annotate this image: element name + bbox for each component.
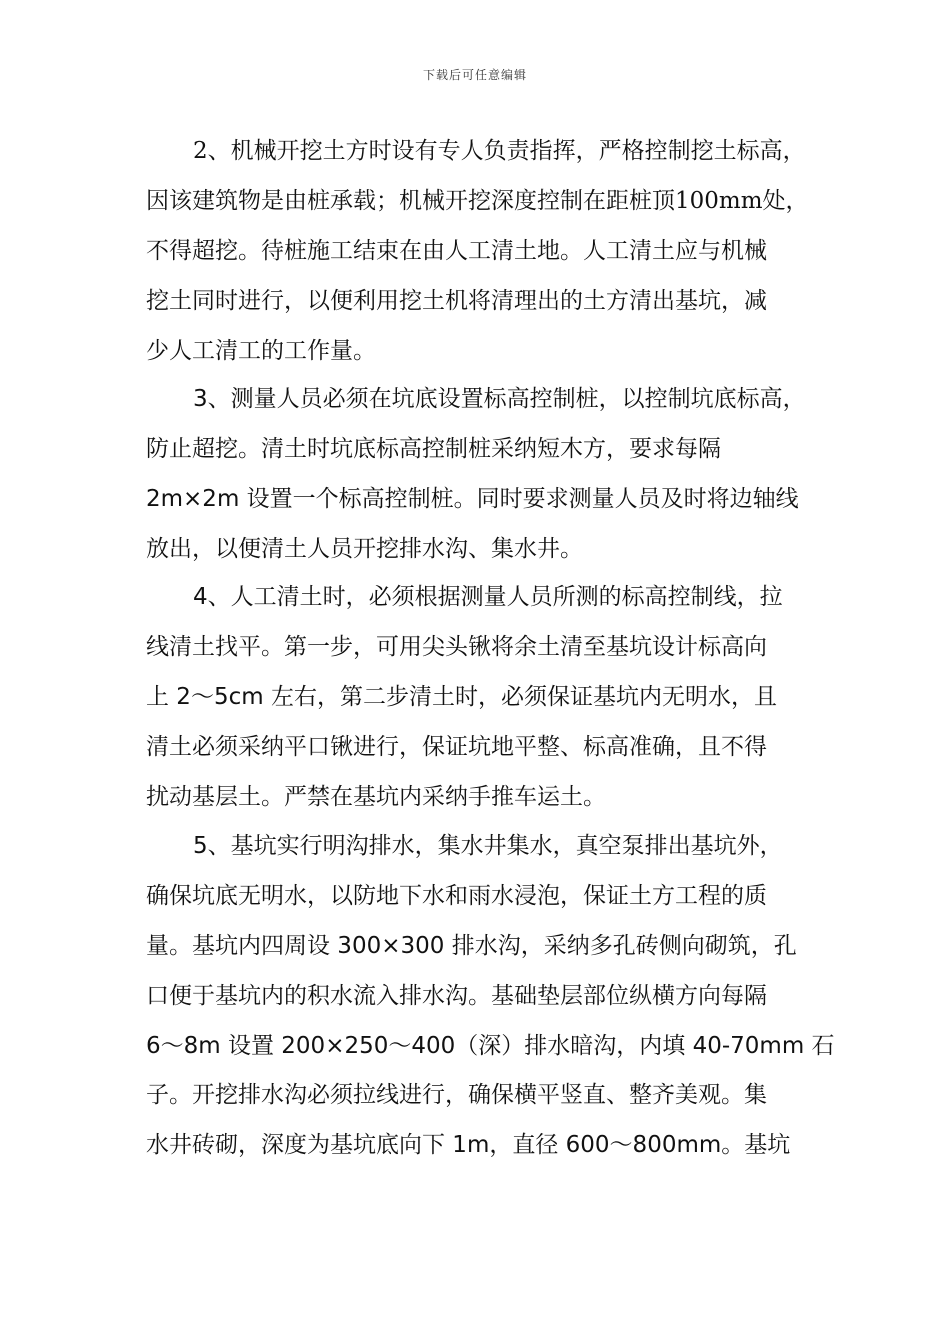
paragraph-5-line-3: 量。基坑内四周设 300×300 排水沟，采纳多孔砖侧向砌筑，孔 bbox=[146, 933, 797, 959]
paragraph-2-line-3: 不得超挖。待桩施工结束在由人工清土地。人工清土应与机械 bbox=[146, 238, 767, 264]
paragraph-3-line-3: 2m×2m 设置一个标高控制桩。同时要求测量人员及时将边轴线 bbox=[146, 486, 799, 512]
paragraph-2-line-2: 因该建筑物是由桩承载；机械开挖深度控制在距桩顶100mm处， bbox=[146, 188, 809, 214]
paragraph-3-line-4: 放出，以便清土人员开挖排水沟、集水井。 bbox=[146, 536, 583, 562]
paragraph-5-line-7: 水井砖砌，深度为基坑底向下 1m，直径 600～800mm。基坑 bbox=[146, 1132, 791, 1158]
paragraph-3-line-1: 3、测量人员必须在坑底设置标高控制桩，以控制坑底标高， bbox=[193, 386, 806, 412]
paragraph-2-line-5: 少人工清工的工作量。 bbox=[146, 338, 376, 364]
paragraph-5-line-5: 6～8m 设置 200×250～400（深）排水暗沟，内填 40-70mm 石 bbox=[146, 1033, 835, 1059]
paragraph-5-line-4: 口便于基坑内的积水流入排水沟。基础垫层部位纵横方向每隔 bbox=[146, 983, 767, 1009]
page-header: 下载后可任意编辑 bbox=[422, 68, 527, 82]
paragraph-5-line-2: 确保坑底无明水，以防地下水和雨水浸泡，保证土方工程的质 bbox=[146, 883, 767, 909]
paragraph-4-line-3: 上 2～5cm 左右，第二步清土时，必须保证基坑内无明水，且 bbox=[146, 684, 777, 710]
paragraph-2-line-4: 挖土同时进行，以便利用挖土机将清理出的土方清出基坑，减 bbox=[146, 288, 767, 314]
paragraph-4-line-2: 线清土找平。第一步，可用尖头锹将余土清至基坑设计标高向 bbox=[146, 634, 767, 660]
paragraph-4-line-4: 清土必须采纳平口锹进行，保证坑地平整、标高准确，且不得 bbox=[146, 734, 767, 760]
paragraph-5-line-1: 5、基坑实行明沟排水，集水井集水，真空泵排出基坑外， bbox=[193, 833, 783, 859]
paragraph-3-line-2: 防止超挖。清土时坑底标高控制桩采纳短木方，要求每隔 bbox=[146, 436, 721, 462]
paragraph-4-line-1: 4、人工清土时，必须根据测量人员所测的标高控制线，拉 bbox=[193, 584, 783, 610]
paragraph-2-line-1: 2、机械开挖土方时设有专人负责指挥，严格控制挖土标高， bbox=[193, 138, 806, 164]
paragraph-4-line-5: 扰动基层土。严禁在基坑内采纳手推车运土。 bbox=[146, 784, 606, 810]
paragraph-5-line-6: 子。开挖排水沟必须拉线进行，确保横平竖直、整齐美观。集 bbox=[146, 1082, 767, 1108]
